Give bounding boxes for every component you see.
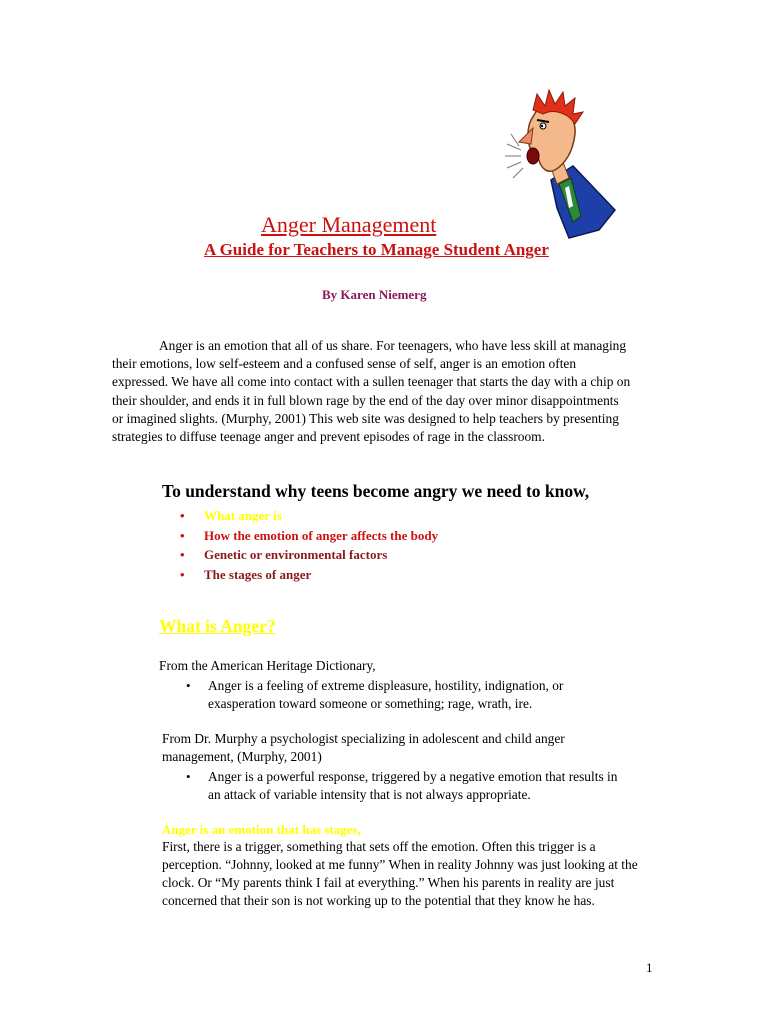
- topics-list: [180, 506, 438, 584]
- topic-label: The stages of anger: [204, 566, 312, 582]
- list-item: [180, 526, 438, 546]
- bullet-icon: •: [186, 769, 191, 784]
- bullet-icon: •: [180, 547, 185, 562]
- page-number: 1: [646, 960, 653, 975]
- intro-paragraph: Anger is an emotion that all of us share. For teenagers, who have less skill at managing their emotions, low self-esteem and a confused sense of self, anger is an emotion often expressed. We have all come into contact with a sullen teenager that starts the day with a chip on their shoulder, and ends it in full blown rage by the end of the day over minor disappointments or imagined slights. (Murphy, 2001) This web site was designed to help teachers by presenting strategies to diffuse teenage anger and prevent episodes of rage in the classroom.: [112, 338, 631, 445]
- stages-paragraph: First, there is a trigger, something that sets off the emotion. Often this trigger is a perception. “Johnny, looked at me funny” When in reality Johnny was just looking at the clock. Or “My parents think I fail at everything.” When his parents in reality are just concerned that their son is not working up to the potential that they know he has.: [162, 839, 638, 908]
- definition-item: [186, 768, 626, 804]
- source-line-murphy: From Dr. Murphy a psychologist specializing in adolescent and child anger management, (Murphy, 2001): [162, 731, 565, 764]
- source-line-dictionary: From the American Heritage Dictionary,: [159, 658, 376, 673]
- list-item: [180, 545, 438, 565]
- know-heading: To understand why teens become angry we need to know,: [162, 481, 590, 501]
- definition-item: [186, 677, 626, 713]
- definition-text: Anger is a powerful response, triggered by a negative emotion that results in an attack of variable intensity that is not always appropriate.: [208, 769, 618, 802]
- angry-man-clipart-icon: [503, 88, 619, 240]
- bullet-icon: •: [180, 508, 185, 523]
- bullet-icon: •: [180, 527, 185, 543]
- list-item: [180, 565, 438, 585]
- topic-label: What anger is: [204, 508, 282, 523]
- list-item: [180, 506, 438, 526]
- author-byline: By Karen Niemerg: [322, 287, 427, 302]
- stages-label: Anger is an emotion that has stages,: [162, 822, 361, 837]
- bullet-icon: •: [186, 678, 191, 693]
- document-title: Anger Management: [261, 212, 437, 237]
- document-subtitle: A Guide for Teachers to Manage Student Anger: [204, 240, 549, 259]
- topic-label: How the emotion of anger affects the body: [204, 527, 439, 543]
- definition-text: Anger is a feeling of extreme displeasure, hostility, indignation, or exasperation toward someone or something; rage, wrath, ire.: [208, 678, 564, 711]
- topic-label: Genetic or environmental factors: [204, 547, 388, 562]
- bullet-icon: •: [180, 566, 185, 582]
- section-heading: What is Anger?: [159, 616, 276, 636]
